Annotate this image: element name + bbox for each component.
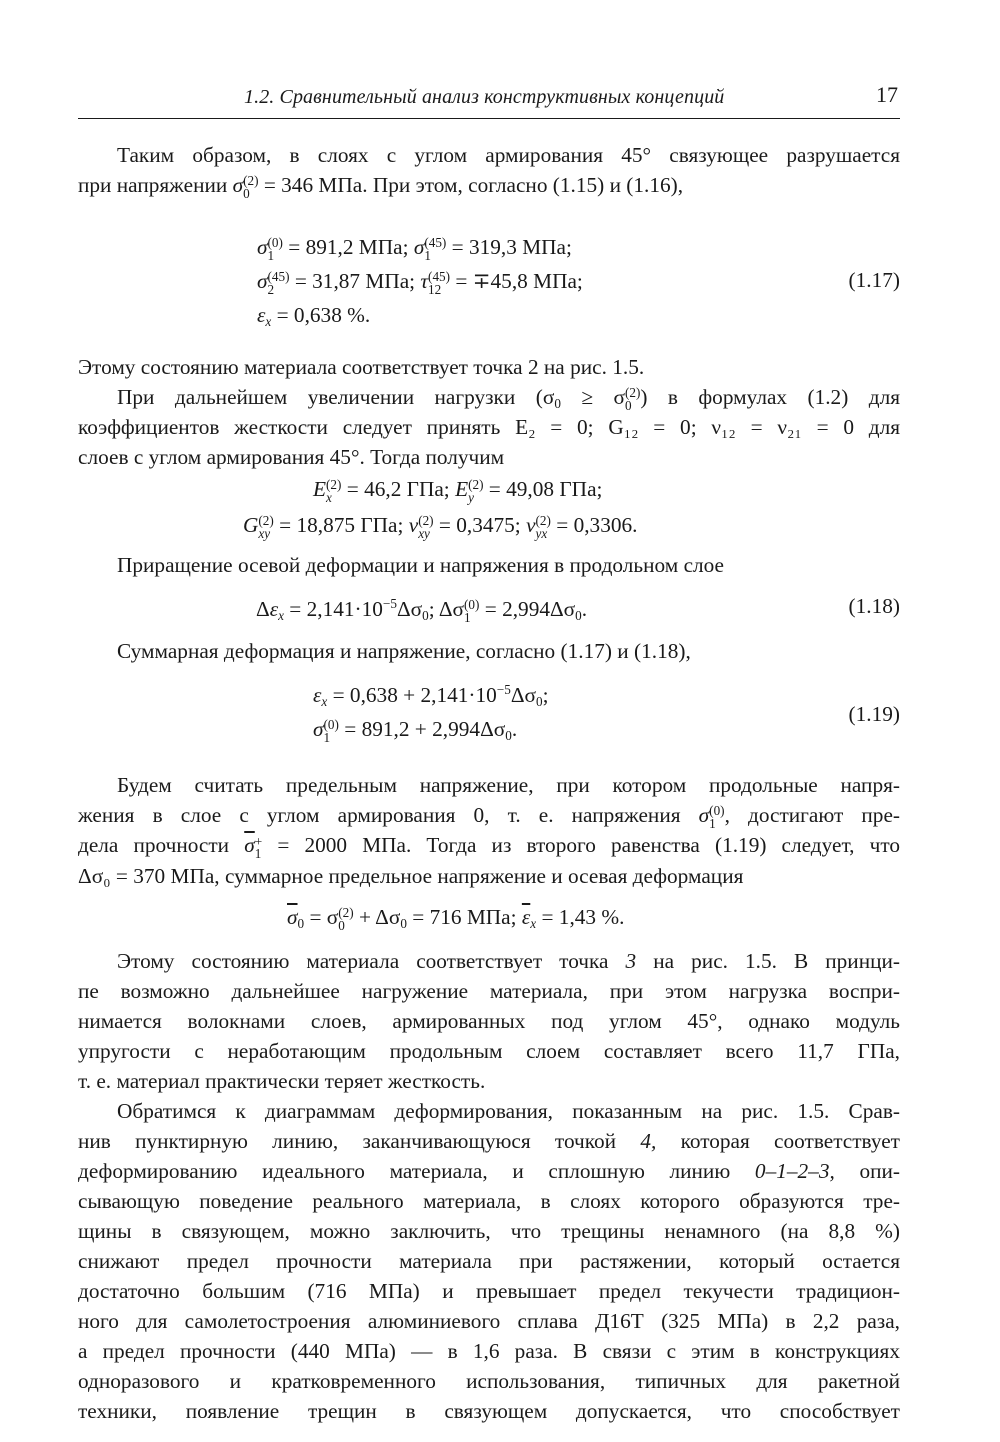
text-line: нимается волокнами слоев, армированных под углом 45°, однако модуль xyxy=(78,1009,900,1033)
page-number: 17 xyxy=(876,82,898,107)
text-line: щины в связующем, можно заключить, что трещины ненамного (на 8,8 %) xyxy=(78,1219,900,1243)
text-line: жения в слое с углом армирования 0, т. е. напряжения σ (0) 1 , достигают пре- xyxy=(78,803,900,831)
text-line: одноразового и кратковременного использования, типичных для ракетной xyxy=(78,1369,900,1393)
text-line: техники, появление трещин в связующем допускается, что способствует xyxy=(78,1399,900,1423)
text-line: упругости с неработающим продольным слоем составляет всего 11,7 ГПа, xyxy=(78,1039,900,1063)
text-line: пе возможно дальнейшее нагружение материала, при этом нагрузка воспри- xyxy=(78,979,900,1003)
running-title: 1.2. Сравнительный анализ конструктивных концепций xyxy=(244,86,725,108)
equation-number: (1.19) xyxy=(848,702,900,726)
text-line: Будем считать предельным напряжение, при котором продольные напря- xyxy=(117,773,900,797)
text-line: Этому состоянию материала соответствует точка 3 на рис. 1.5. В принци- xyxy=(117,949,900,973)
text-line: Δσ₀ = 370 МПа, суммарное предельное напряжение и осевая деформация xyxy=(78,863,744,888)
text-line: коэффициентов жесткости следует принять E₂ = 0; G₁₂ = 0; ν₁₂ = ν₂₁ = 0 для xyxy=(78,415,900,440)
paragraph-5: Суммарная деформация и напряжение, согласно (1.17) и (1.18), xyxy=(117,639,691,663)
paragraph-2: Этому состоянию материала соответствует точка 2 на рис. 1.5. xyxy=(78,355,645,379)
text-line: деформированию идеального материала, и сплошную линию 0–1–2–3, опи- xyxy=(78,1159,901,1183)
paragraph-8 xyxy=(78,1096,900,1426)
text-line: достаточно большим (716 МПа) и превышает предел текучести традицион- xyxy=(78,1279,900,1303)
text-line: сывающую поведение реального материала, в слоях которого образуются тре- xyxy=(78,1189,900,1213)
text-line: т. е. материал практически теряет жесткость. xyxy=(78,1069,486,1093)
limit-formula: $\overline{\sigma}_0 = \sigma$ (2) 0 + $\Delta\sigma_0 = 716$ МПа; $\overline{\varepsilon}_x = 1,43$ %. xyxy=(287,905,625,933)
text-line: при напряжении σ (2) 0 = 346 МПа. При этом, согласно (1.15) и (1.16), xyxy=(78,173,684,201)
paragraph-6 xyxy=(78,770,900,891)
equation-1-18: $\Delta\varepsilon_x = 2,141\cdot 10^{-5}\Delta\sigma_0$; Δσ (0) 1 = $2,994\Delta\sigma_0$. xyxy=(256,596,588,625)
equation-1-19: $\varepsilon_x = 0,638 + 2,141\cdot 10^{-5}\Delta\sigma_0$; σ (0) 1 = $891,2 + 2,994\Delta\sigma_0$. xyxy=(313,682,549,745)
paragraph-1 xyxy=(78,140,900,200)
text-line: а предел прочности (440 МПа) — в 1,6 раза. В связи с этим в конструкциях xyxy=(78,1339,900,1363)
paragraph-3 xyxy=(78,382,900,472)
paragraph-7 xyxy=(78,946,900,1096)
text-line: слоев с углом армирования 45°. Тогда получим xyxy=(78,445,505,470)
equation-number: (1.17) xyxy=(848,268,900,292)
text-line: Таким образом, в слоях с углом армирования 45° связующее разрушается xyxy=(117,143,900,167)
equation-number: (1.18) xyxy=(848,594,900,618)
text-line: При дальнейшем увеличении нагрузки ($\sigma_0 \ge \sigma$ (2) 0 ) в формулах (1.2) для xyxy=(117,385,900,413)
moduli-line-2: G (2) xy = 18,875 ГПа; ν (2) xy = 0,3475; ν (2) yx = 0,3306. xyxy=(243,513,638,541)
paragraph-4: Приращение осевой деформации и напряжения в продольном слое xyxy=(117,553,725,577)
running-header xyxy=(78,82,900,119)
text-line: нив пунктирную линию, заканчивающуюся точкой 4, которая соответствует xyxy=(78,1129,900,1153)
text-line: ного для самолетостроения алюминиевого сплава Д16Т (325 МПа) в 2,2 раза, xyxy=(78,1309,900,1333)
moduli-line-1: E (2) x = 46,2 ГПа; E (2) y = 49,08 ГПа; xyxy=(313,477,603,505)
text-line: дела прочности $\overline{\sigma}$ + 1 = 2000 МПа. Тогда из второго равенства (1.19) следует, что xyxy=(78,833,901,862)
text-line: Обратимся к диаграммам деформирования, показанным на рис. 1.5. Срав- xyxy=(117,1099,900,1123)
equation-1-17: σ (0) 1 = 891,2 МПа; σ (45) 1 = 319,3 МПа; σ (45) 2 = 31,87 МПа; τ (45) 12 = ∓45,8 МПа; $\varepsilon_x = 0,638$ %. xyxy=(257,235,583,329)
text-line: снижают предел прочности материала при растяжении, который остается xyxy=(78,1249,900,1273)
